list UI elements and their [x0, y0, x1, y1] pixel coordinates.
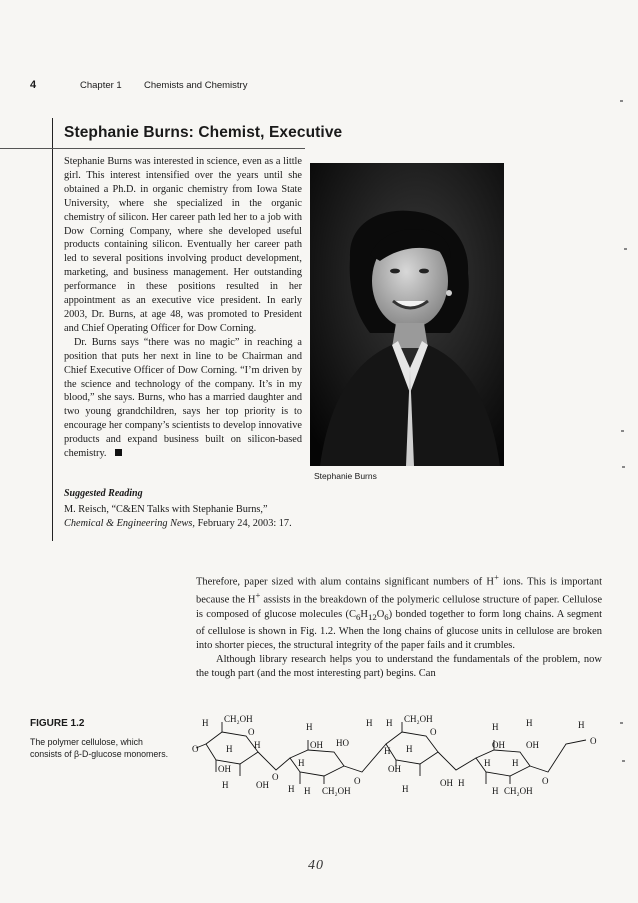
scan-speck — [624, 248, 627, 250]
atom-label: H — [402, 784, 409, 794]
atom-label: O — [192, 744, 199, 754]
atom-label: OH — [388, 764, 401, 774]
scan-speck — [621, 430, 624, 432]
citation-journal: Chemical & Engineering News, — [64, 517, 195, 529]
atom-label: HO — [336, 738, 349, 748]
superscript: + — [255, 590, 261, 601]
atom-label: H — [406, 744, 413, 754]
suggested-reading-citation — [64, 503, 324, 530]
running-head-title: Chemists and Chemistry — [144, 80, 248, 91]
atom-label: OH — [256, 780, 269, 790]
superscript: + — [493, 572, 499, 582]
atom-label: H — [222, 780, 229, 790]
glycosidic-bond — [344, 744, 386, 772]
end-of-box-mark — [115, 449, 122, 456]
text-run: H — [360, 608, 368, 620]
atom-label: CH₂OH — [404, 714, 433, 724]
photo-caption: Stephanie Burns — [314, 471, 377, 481]
atom-label: H — [578, 720, 585, 730]
atom-label: H — [458, 778, 465, 788]
subscript: 6 — [384, 611, 389, 622]
citation-author: M. Reisch, “C&EN Talks with Stephanie Burns,” — [64, 504, 268, 515]
scan-speck — [620, 100, 623, 102]
atom-label: H — [306, 722, 313, 732]
sidebar-body — [64, 155, 302, 461]
main-text — [196, 571, 602, 680]
main-paragraph — [196, 571, 602, 653]
text-run: ions. This is important because the H — [196, 576, 603, 606]
handwritten-mark: 40 — [308, 858, 324, 873]
atom-label: CH₂OH — [322, 786, 351, 796]
atom-label: H — [492, 722, 499, 732]
cellulose-structure-diagram — [186, 710, 611, 800]
atom-label: H — [366, 718, 373, 728]
running-head-chapter: Chapter 1 — [80, 80, 122, 91]
atom-label: H — [288, 784, 295, 794]
sidebar-paragraph — [64, 336, 302, 461]
atom-label: O — [272, 772, 279, 782]
citation-date: February 24, 2003: 17. — [197, 517, 292, 529]
main-paragraph: Although library research helps you to understand the fundamentals of the problem, now the tough part (and the most interesting part) begins. Can — [196, 653, 602, 679]
scan-speck — [620, 722, 623, 724]
atom-label: CH₂OH — [504, 786, 533, 796]
sidebar-vertical-rule — [52, 118, 53, 541]
text-run: O — [376, 608, 385, 620]
atom-label: OH — [492, 740, 505, 750]
scan-speck — [622, 760, 625, 762]
text-run: assists in the breakdown of the polymeric cellulose structure of paper. Cellulose is composed of glucose molecules (C — [196, 594, 602, 620]
sidebar-title-rule — [0, 148, 305, 149]
atom-label: H — [512, 758, 519, 768]
atom-label: H — [484, 758, 491, 768]
atom-label: OH — [310, 740, 323, 750]
sidebar-paragraph-text: Dr. Burns says “there was no magic” in reaching a position that puts her next in line to be Chairman and Chief Executive Officer of Dow Corning. “I’m driven by the science and technology of the company. It’s in my blood,” she says. Burns, who has a married daughter and two young grandchildren, says her top priority is to encourage her company’s scientists to develop innovative products and expand business built on silicon-based chemistry. — [64, 336, 302, 460]
subscript: 12 — [367, 611, 377, 622]
glycosidic-bond — [258, 752, 290, 770]
atom-label: H — [202, 718, 209, 728]
sidebar-paragraph: Stephanie Burns was interested in science, even as a little girl. This interest intensified over the years until she obtained a Ph.D. in organic chemistry from Iowa State University, where she specialized in the organic chemistry of silicon. Her career path led her to a job with Dow Corning Company, where she developed useful products containing silicon. Eventually her career path led to several positions involving product development, marketing, and business management. Her outstanding performance in these positions resulted in her appointment as an executive vice president. In early 2003, Dr. Burns, at age 48, was promoted to President and Chief Operating Officer for Dow Corning. — [64, 156, 302, 334]
atom-label: O — [248, 727, 255, 737]
atom-label: H — [492, 786, 499, 796]
atom-label: O — [590, 736, 597, 746]
atom-label: OH — [526, 740, 539, 750]
atom-label: OH — [440, 778, 453, 788]
subscript: 6 — [355, 611, 361, 622]
sidebar-title: Stephanie Burns: Chemist, Executive — [64, 124, 343, 141]
atom-label: H — [254, 740, 261, 750]
page-number: 4 — [30, 79, 37, 91]
text-run: Therefore, paper sized with alum contains significant numbers of H — [196, 576, 494, 588]
suggested-reading-heading: Suggested Reading — [64, 488, 143, 499]
atom-label: H — [384, 746, 391, 756]
atom-label: O — [430, 727, 437, 737]
atom-label: H — [226, 744, 233, 754]
glycosidic-bond — [438, 752, 476, 770]
figure-label: FIGURE 1.2 — [30, 718, 85, 729]
atom-label: OH — [218, 764, 231, 774]
atom-label: O — [542, 776, 549, 786]
atom-label: H — [526, 718, 533, 728]
atom-label: H — [304, 786, 311, 796]
atom-label: CH₂OH — [224, 714, 253, 724]
atom-label: O — [354, 776, 361, 786]
atom-label: H — [298, 758, 305, 768]
atom-label: H — [386, 718, 393, 728]
portrait-photo — [310, 163, 504, 466]
figure-caption: The polymer cellulose, which consists of β-D-glucose monomers. — [30, 737, 169, 759]
text-run: ) bonded together to form long chains. A segment of cellulose is shown in Fig. 1.2. When the long chains of glucose units in cellulose are broken into shorter pieces, the structural integrity of the paper fails and it crumbles. — [196, 608, 603, 651]
scan-speck — [622, 466, 625, 468]
